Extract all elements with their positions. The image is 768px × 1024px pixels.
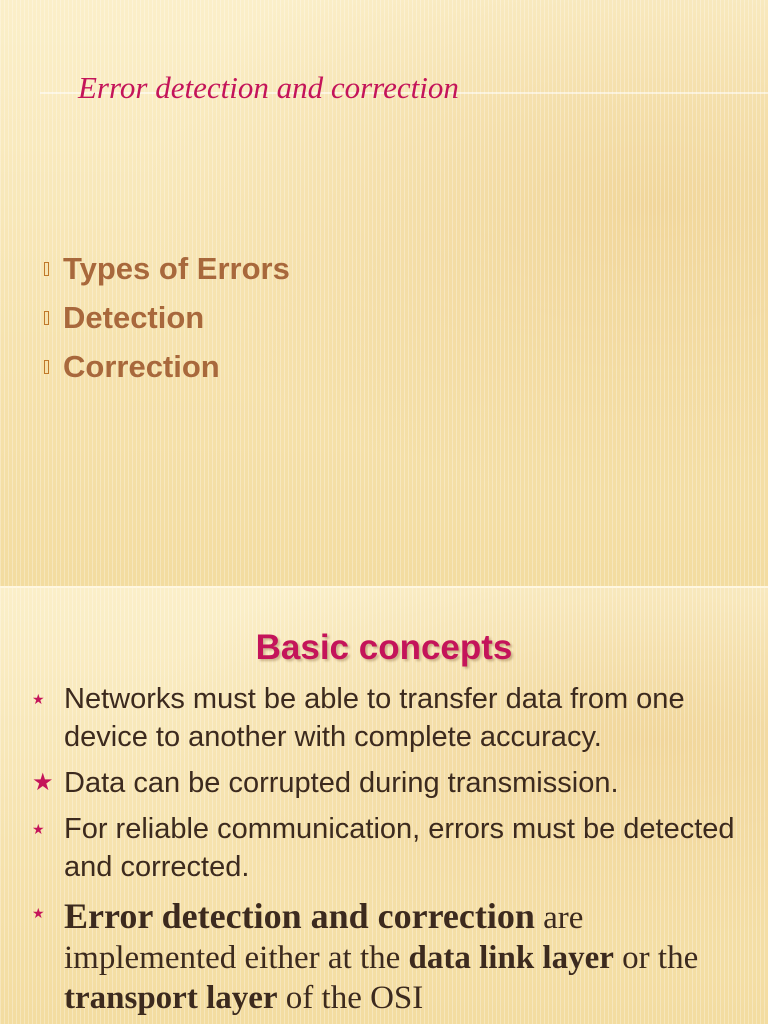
list-item — [44, 342, 290, 391]
star-bullet-icon: ★ — [32, 821, 45, 837]
emphasis-term: transport layer — [64, 980, 278, 1016]
list-item-label: Correction — [63, 348, 220, 384]
list-item — [44, 244, 290, 293]
bullet-icon — [44, 360, 49, 374]
list-item-text: are implemented either at the — [64, 900, 584, 976]
list-item — [32, 680, 744, 756]
list-item-text: or the — [613, 940, 699, 976]
slide-1-title: Error detection and correction — [78, 70, 459, 105]
list-item — [32, 810, 744, 886]
list-item-label: Types of Errors — [63, 250, 290, 286]
star-bullet-icon: ★ — [32, 691, 45, 707]
slide-2 — [0, 588, 768, 1024]
slide-2-title: Basic concepts — [255, 628, 513, 667]
list-item-text: Data can be corrupted during transmission. — [64, 767, 619, 799]
list-item-label: Detection — [63, 299, 205, 335]
concept-list — [32, 680, 744, 1024]
list-item-text: of the OSI — [277, 980, 424, 1016]
bullet-icon — [44, 262, 49, 276]
list-item — [32, 764, 744, 802]
topic-list — [44, 244, 290, 391]
bullet-icon — [44, 311, 49, 325]
star-bullet-icon: ★ — [32, 769, 54, 796]
emphasis-term: data link layer — [408, 940, 614, 976]
list-item — [32, 896, 744, 1018]
list-item — [44, 293, 290, 342]
list-item-text: For reliable communication, errors must be detected and corrected. — [64, 813, 735, 883]
list-item-text: Networks must be able to transfer data from one device to another with complete accuracy. — [64, 683, 685, 753]
star-bullet-icon: ★ — [32, 907, 45, 922]
emphasis-lead: Error detection and correction — [64, 896, 535, 936]
